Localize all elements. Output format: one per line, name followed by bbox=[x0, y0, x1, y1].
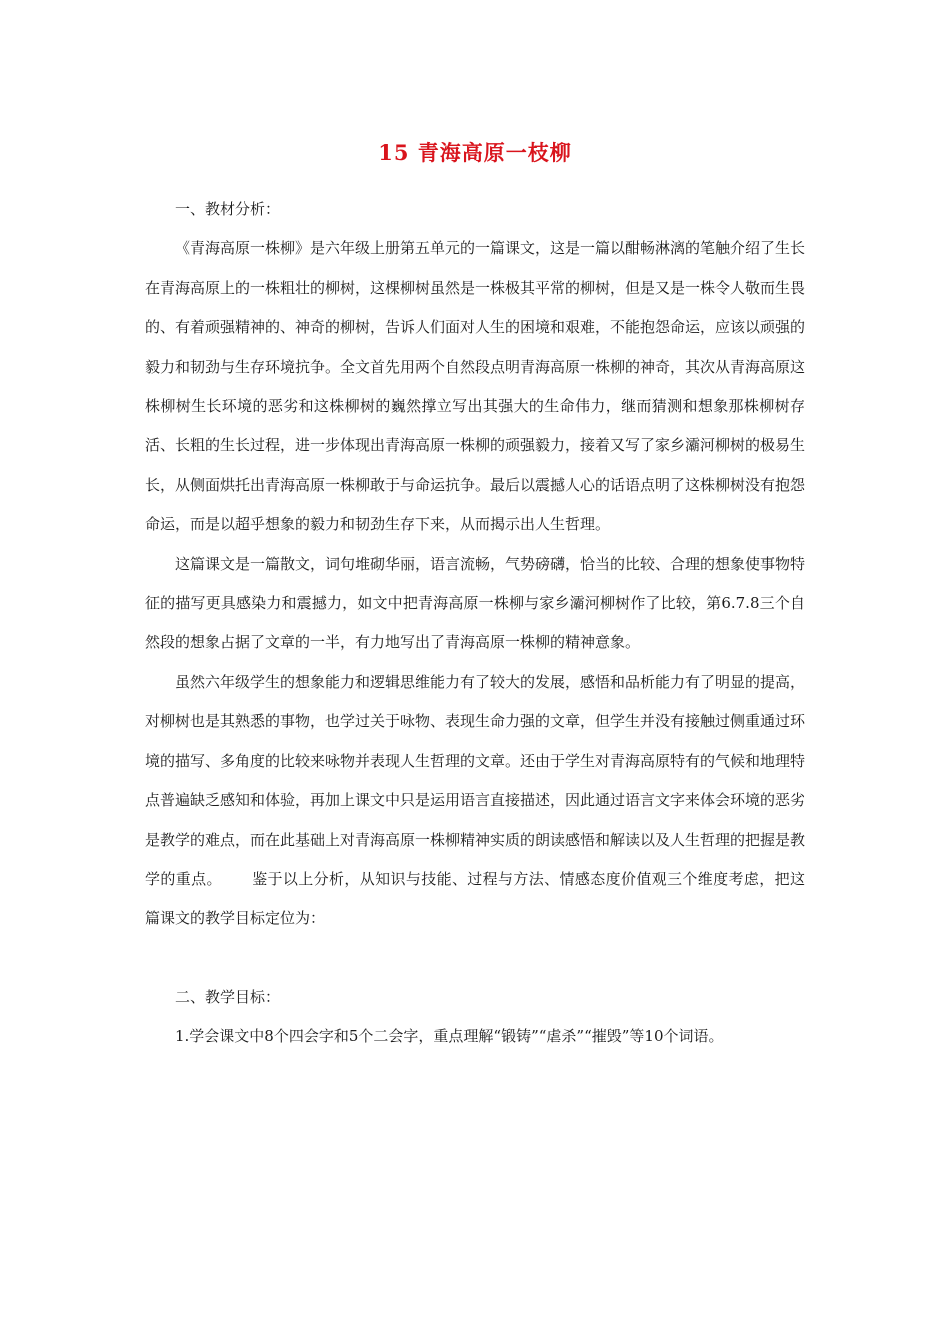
paragraph-analysis-1: 《青海高原一株柳》是六年级上册第五单元的一篇课文，这是一篇以酣畅淋漓的笔触介绍了生长在青海高原上的一株粗壮的柳树，这棵柳树虽然是一株极其平常的柳树，但是又是一株令人敬而生畏的、有着顽强精神的、神奇的柳树，告诉人们面对人生的困境和艰难，不能抱怨命运，应该以顽强的毅力和韧劲与生存环境抗争。全文首先用两个自然段点明青海高原一株柳的神奇，其次从青海高原这株柳树生长环境的恶劣和这株柳树的巍然撑立写出其强大的生命伟力，继而猜测和想象那株柳树存活、长粗的生长过程，进一步体现出青海高原一株柳的顽强毅力，接着又写了家乡灞河柳树的极易生长，从侧面烘托出青海高原一株柳敢于与命运抗争。最后以震撼人心的话语点明了这株柳树没有抱怨命运，而是以超乎想象的毅力和韧劲生存下来，从而揭示出人生哲理。 bbox=[145, 239, 806, 534]
section-heading-analysis: 一、教材分析： bbox=[175, 200, 281, 218]
paragraph-analysis-3-text: 虽然六年级学生的想象能力和逻辑思维能力有了较大的发展，感悟和品析能力有了明显的提高，对柳树也是其熟悉的事物，也学过关于咏物、表现生命力强的文章，但学生并没有接触过侧重通过环境的描写、多角度的比较来咏物并表现人生哲理的文章。还由于学生对青海高原特有的气候和地理特点普遍缺乏感知和体验，再加上课文中只是运用语言直接描述，因此通过语言文字来体会环境的恶劣是教学的难点，而在此基础上对青海高原一株柳精神实质的朗读感悟和解读以及人生哲理的把握是教学的重点。 bbox=[145, 672, 806, 888]
section-spacer bbox=[145, 939, 805, 978]
document-title: 15 青海高原一枝柳 bbox=[378, 140, 572, 165]
paragraph-analysis-2: 这篇课文是一篇散文，词句堆砌华丽，语言流畅，气势磅礴，恰当的比较、合理的想象使事物特征的描写更具感染力和震撼力，如文中把青海高原一株柳与家乡灞河柳树作了比较，第6.7.8三个自然段的想象占据了文章的一半，有力地写出了青海高原一株柳的精神意象。 bbox=[145, 554, 806, 652]
document-body bbox=[145, 190, 805, 1057]
goal-item-1: 1.学会课文中8个四会字和5个二会字，重点理解“锻铸”“虐杀”“摧毁”等10个词语。 bbox=[175, 1027, 724, 1046]
paragraph-analysis-3 bbox=[145, 663, 805, 939]
paragraph-analysis-3-conclusion: 鉴于以上分析，从知识与技能、过程与方法、情感态度价值观三个维度考虑，把这篇课文的教学目标定位为： bbox=[145, 869, 805, 928]
section-heading-goals: 二、教学目标： bbox=[175, 987, 281, 1006]
